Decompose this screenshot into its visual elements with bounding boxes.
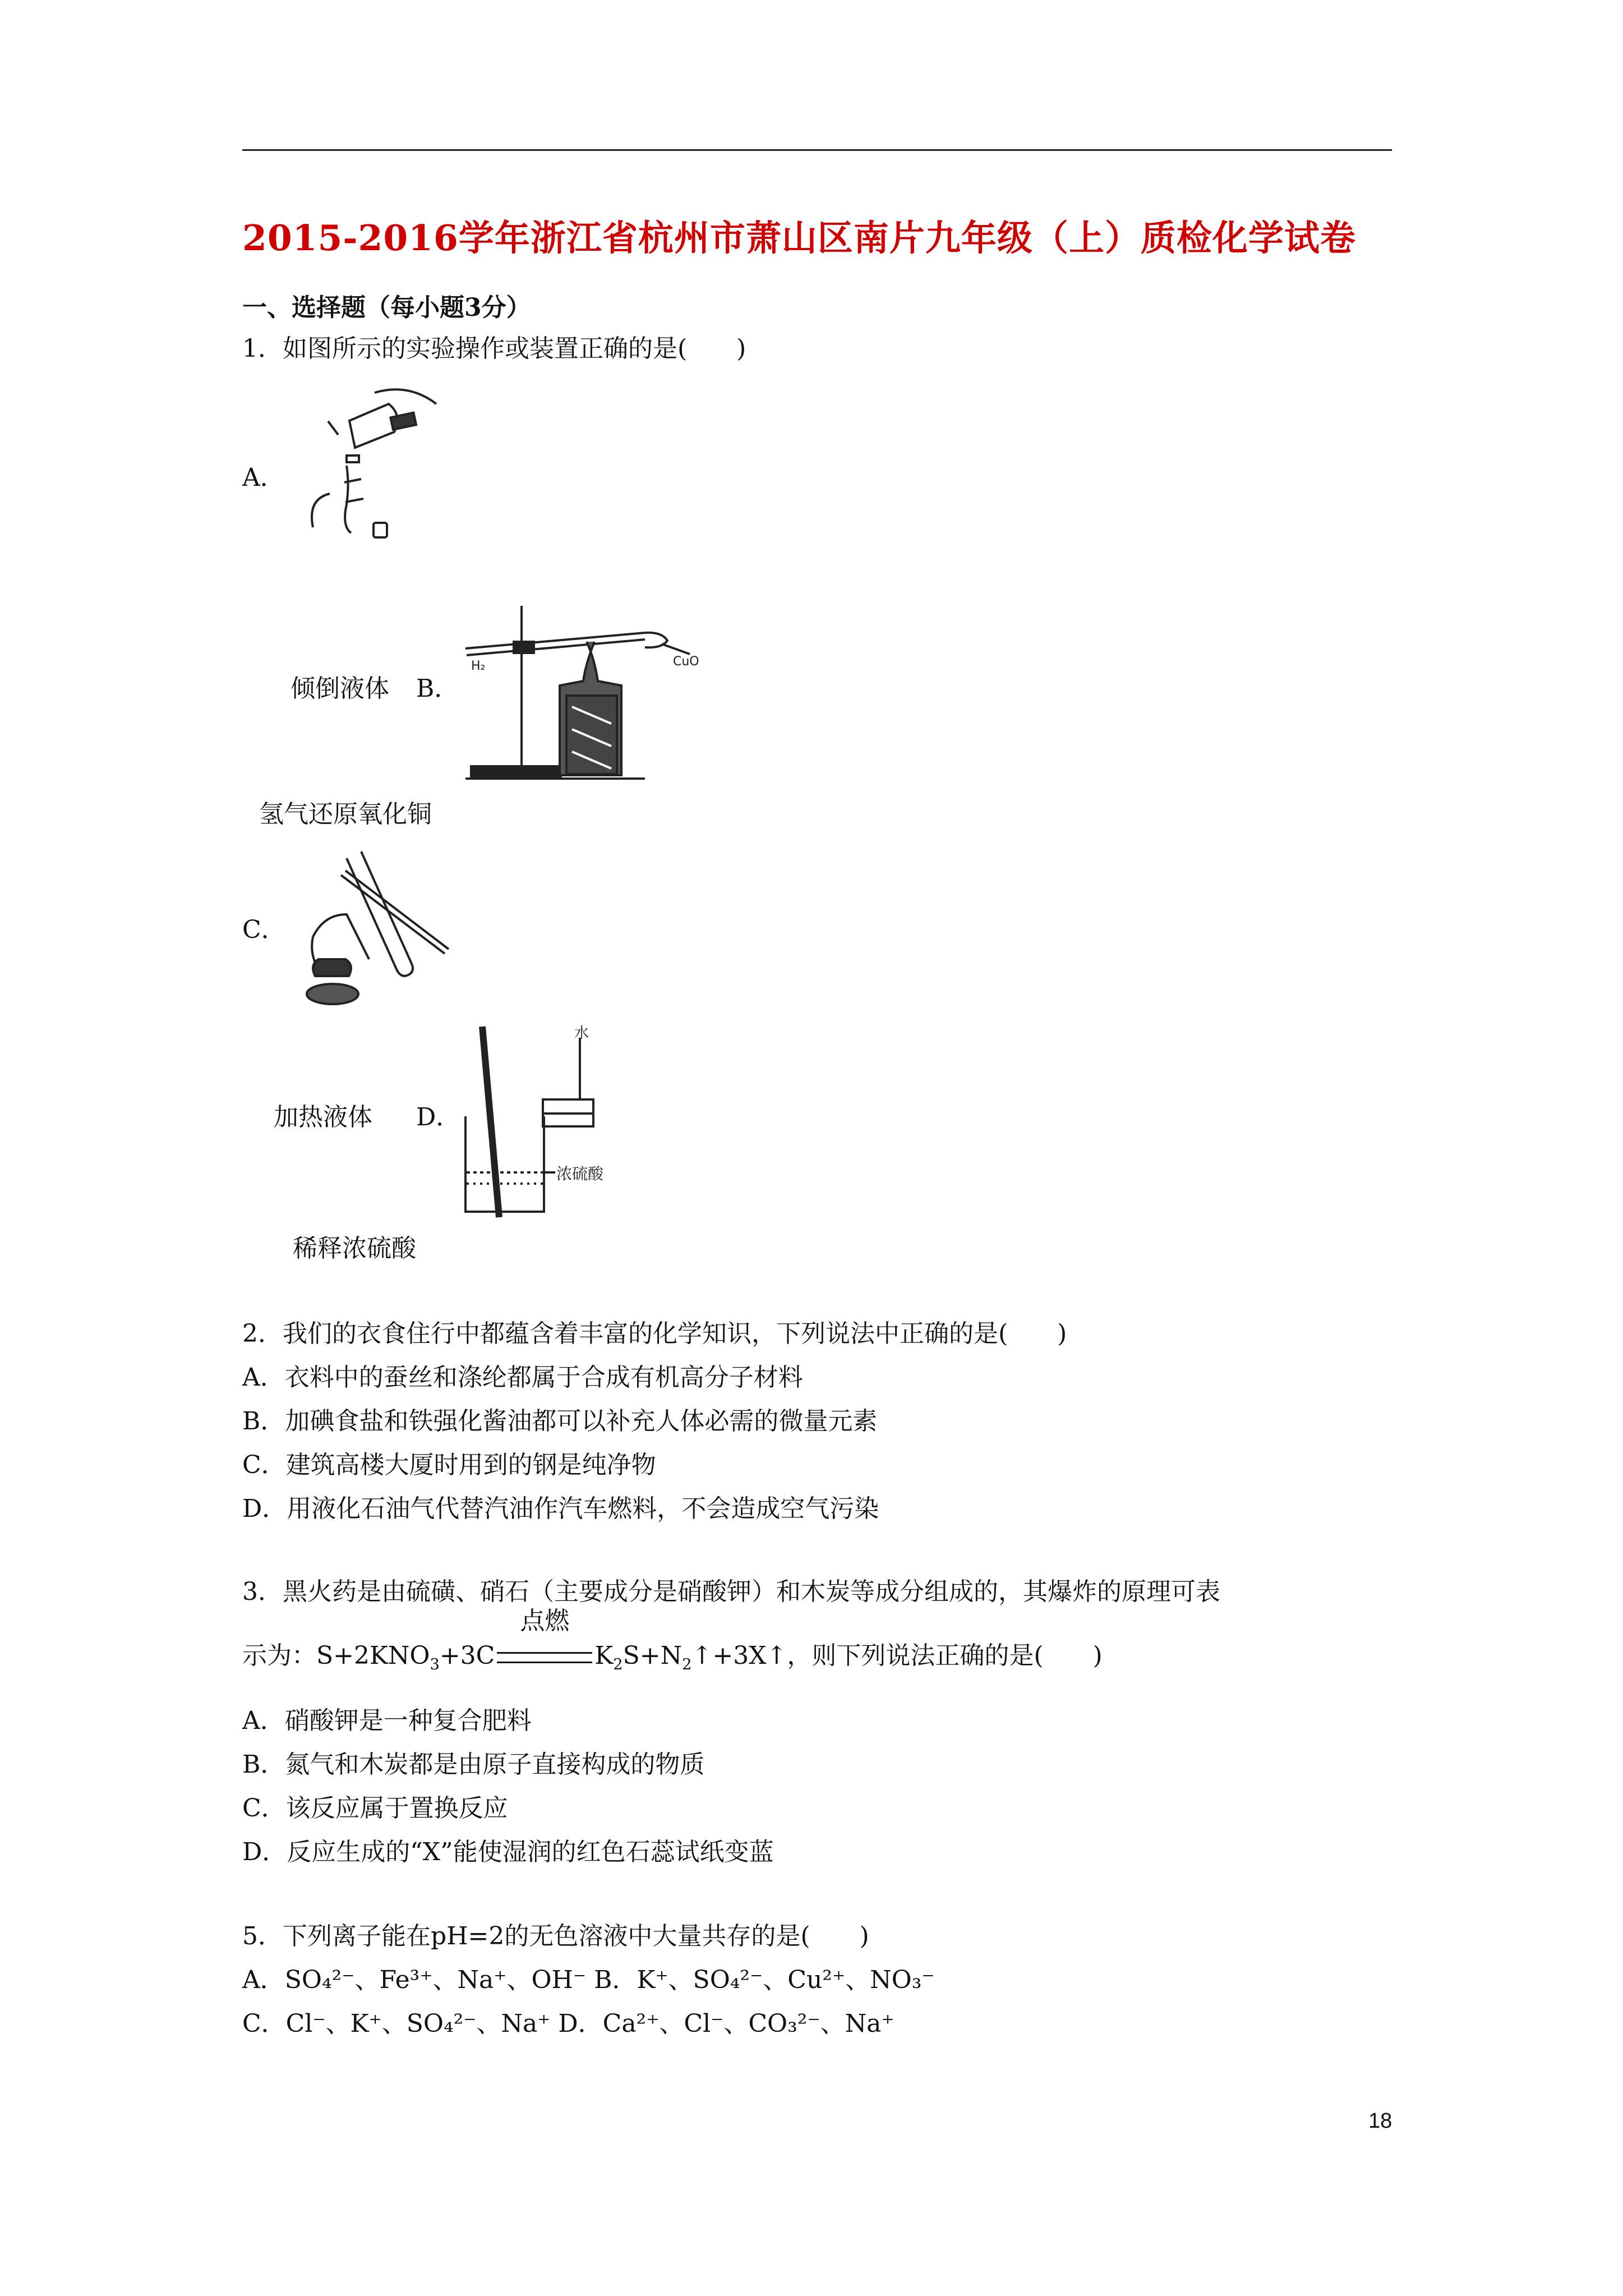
q1-option-d-caption: 稀释浓硫酸 (293, 1234, 416, 1263)
q1-option-b-caption: 氢气还原氧化铜 (259, 800, 432, 829)
reaction-arrow (495, 1607, 594, 1668)
q1-option-d-letter: D． (416, 1103, 461, 1131)
q3-option-c: C．该反应属于置换反应 (242, 1794, 508, 1823)
question-5-stem: 5．下列离子能在pH=2的无色溶液中大量共存的是( ) (242, 1922, 869, 1950)
page-number: 18 (1368, 2109, 1393, 2133)
q3-option-d: D．反应生成的“X”能使湿润的红色石蕊试纸变蓝 (242, 1838, 774, 1866)
equation-right-2: S+N (623, 1641, 683, 1670)
q1-option-c-caption: 加热液体 (274, 1103, 372, 1131)
figure-label-concentrated-acid: 浓硫酸 (556, 1165, 604, 1183)
section-heading: 一、选择题（每小题3分） (242, 293, 531, 322)
q2-option-b: B．加碘食盐和铁强化酱油都可以补充人体必需的微量元素 (242, 1407, 878, 1435)
dilute-acid-figure (460, 1021, 639, 1223)
question-1-stem: 1．如图所示的实验操作或装置正确的是( ) (242, 334, 746, 363)
q5-options-row2: C．Cl⁻、K⁺、SO₄²⁻、Na⁺ D．Ca²⁺、Cl⁻、CO₃²⁻、Na⁺ (242, 2009, 895, 2038)
page-title: 2015-2016学年浙江省杭州市萧山区南片九年级（上）质检化学试卷 (242, 217, 1356, 259)
q1-option-a-letter: A． (242, 463, 285, 492)
heating-liquid-figure (291, 847, 459, 1015)
header-rule (242, 149, 1392, 151)
q3-option-a: A．硝酸钾是一种复合肥料 (242, 1706, 532, 1735)
reaction-condition: 点燃 (520, 1607, 570, 1635)
q1-option-c-letter: C． (242, 915, 286, 944)
equation-left-2: +3C (439, 1641, 495, 1670)
q2-option-d: D．用液化石油气代替汽油作汽车燃料，不会造成空气污染 (242, 1494, 879, 1523)
figure-label-cuo: CuO (673, 655, 699, 669)
q5-options-row1: A．SO₄²⁻、Fe³⁺、Na⁺、OH⁻ B．K⁺、SO₄²⁻、Cu²⁺、NO₃⁻ (242, 1966, 935, 1994)
q1-option-b-letter: B． (416, 674, 459, 703)
hydrogen-reduction-figure (460, 600, 718, 785)
q3-option-b: B．氮气和木炭都是由原子直接构成的物质 (242, 1750, 705, 1779)
equation-left: S+2KNO (316, 1641, 430, 1670)
figure-label-water: 水 (574, 1025, 589, 1042)
q2-option-c: C．建筑高楼大厦时用到的钢是纯净物 (242, 1451, 656, 1479)
equation-prefix: 示为： (242, 1641, 316, 1670)
equation-right-3: ↑+3X↑，则下列说法正确的是( ) (691, 1641, 1103, 1670)
subscript-3: 3 (430, 1655, 440, 1673)
figure-label-h2: H₂ (471, 659, 486, 673)
question-3-stem-line1: 3．黑火药是由硫磺、硝石（主要成分是硝酸钾）和木炭等成分组成的，其爆炸的原理可表 (242, 1577, 1220, 1606)
pour-liquid-figure (291, 381, 459, 572)
subscript-2b: 2 (682, 1655, 692, 1673)
q1-option-a-caption: 倾倒液体 (291, 674, 389, 703)
q2-option-a: A．衣料中的蚕丝和涤纶都属于合成有机高分子材料 (242, 1363, 803, 1392)
question-2-stem: 2．我们的衣食住行中都蕴含着丰富的化学知识，下列说法中正确的是( ) (242, 1319, 1067, 1348)
subscript-2a: 2 (613, 1655, 623, 1673)
equation-right: K (594, 1641, 614, 1670)
question-3-equation (242, 1607, 1103, 1673)
